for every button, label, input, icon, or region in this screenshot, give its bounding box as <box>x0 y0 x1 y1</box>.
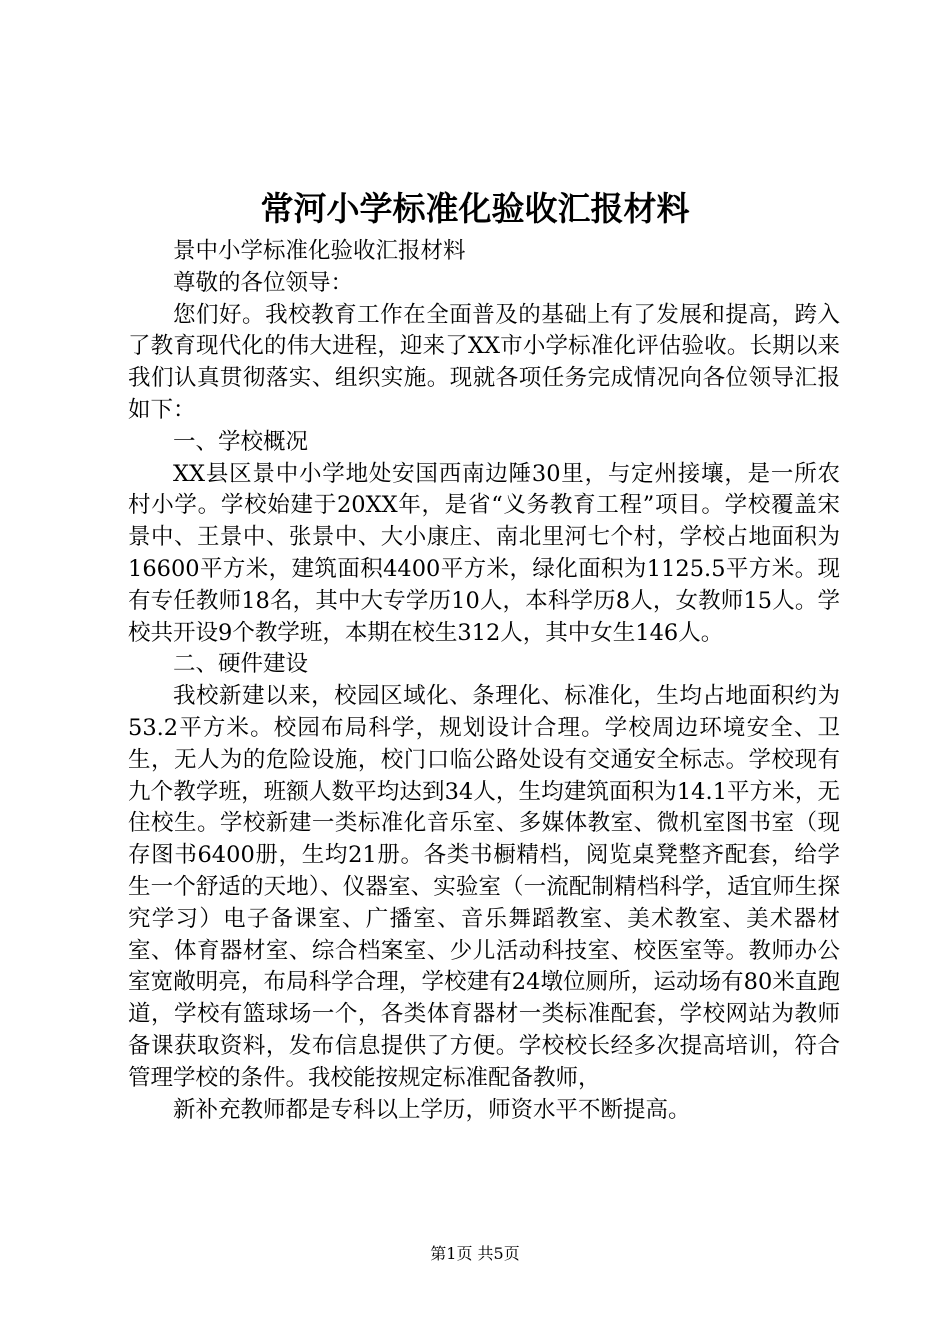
page-footer: 第1页 共5页 <box>430 1244 520 1263</box>
section-heading-hardware: 二、硬件建设 <box>173 651 309 678</box>
hardware-paragraph: 我校新建以来，校园区域化、条理化、标准化，生均占地面积约为53.2平方米。校园布局科学，规划设计合理。学校周边环境安全、卫生，无人为的危险设施，校门口临公路处设有交通安全标志。学校现有九个教学班，班额人数平均达到34人，生均建筑面积为14.1平方米，无住校生。学校新建一类标准化音乐室、多媒体教室、微机室图书室（现存图书6400册，生均21册。各类书橱精档，阅览桌凳整齐配套，给学生一个舒适的天地）、仪器室、实验室（一流配制精档科学，适宜师生探究学习）电子备课室、广播室、音乐舞蹈教室、美术教室、美术器材室、体育器材室、综合档案室、少儿活动科技室、校医室等。教师办公室宽敞明亮，布局科学合理，学校建有24墩位厕所，运动场有80米直跑道，学校有篮球场一个，各类体育器材一类标准配套，学校网站为教师备课获取资料，发布信息提供了方便。学校校长经多次提高培训，符合管理学校的条件。我校能按规定标准配备教师， <box>128 683 840 1091</box>
teachers-paragraph: 新补充教师都是专科以上学历，师资水平不断提高。 <box>173 1096 691 1123</box>
salutation-paragraph: 尊敬的各位领导： <box>173 269 354 296</box>
subtitle-paragraph: 景中小学标准化验收汇报材料 <box>173 238 466 264</box>
document-title: 常河小学标准化验收汇报材料 <box>260 189 690 228</box>
document-body <box>128 236 840 1126</box>
overview-paragraph: XX县区景中小学地处安国西南边陲30里，与定州接壤，是一所农村小学。学校始建于20XX年，是省“义务教育工程”项目。学校覆盖宋景中、王景中、张景中、大小康庄、南北里河七个村，学校占地面积为16600平方米，建筑面积4400平方米，绿化面积为1125.5平方米。现有专任教师18名，其中大专学历10人，本科学历8人，女教师15人。学校共开设9个教学班，本期在校生312人，其中女生146人。 <box>128 460 840 646</box>
section-heading-overview: 一、学校概况 <box>173 428 309 455</box>
intro-paragraph: 您们好。我校教育工作在全面普及的基础上有了发展和提高，跨入了教育现代化的伟大进程，迎来了XX市小学标准化评估验收。长期以来我们认真贯彻落实、组织实施。现就各项任务完成情况向各位领导汇报如下： <box>128 301 840 423</box>
